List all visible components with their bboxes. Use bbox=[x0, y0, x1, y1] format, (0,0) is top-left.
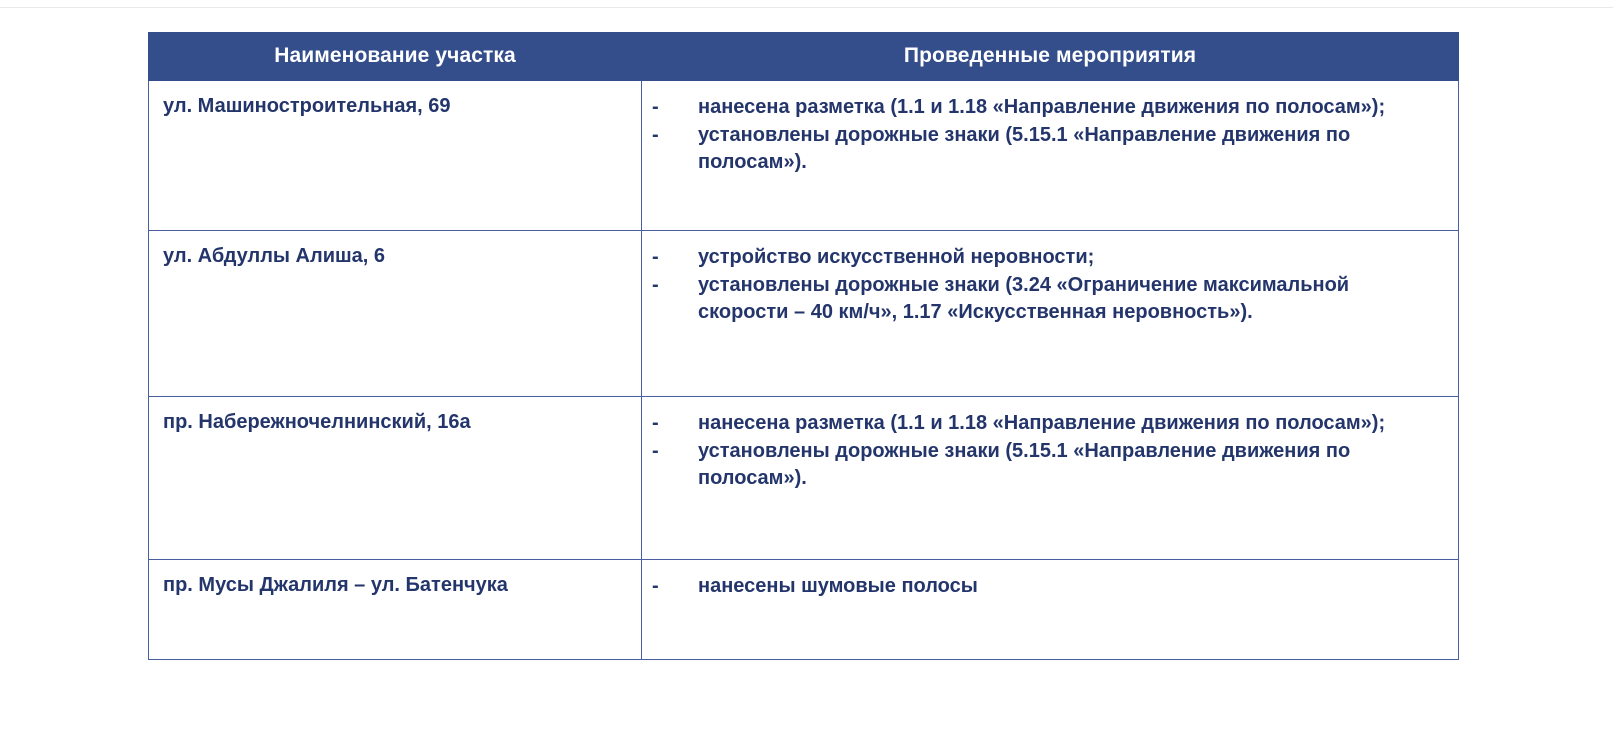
column-header-name: Наименование участка bbox=[149, 33, 642, 81]
bullet-dash-icon: - bbox=[652, 440, 659, 463]
bullet-dash-icon: - bbox=[652, 274, 659, 297]
site-name-text: пр. Набережночелнинский, 16а bbox=[163, 411, 471, 433]
actions-list bbox=[642, 231, 1458, 337]
bullet-dash-icon: - bbox=[652, 575, 659, 597]
bullet-dash-icon: - bbox=[652, 124, 659, 147]
cell-site-name bbox=[149, 81, 642, 231]
bullet-dash-icon: - bbox=[652, 96, 659, 118]
report-table bbox=[148, 32, 1459, 660]
bullet-dash-icon: - bbox=[652, 412, 659, 434]
action-text: установлены дорожные знаки (3.24 «Ограничение максимальной скорости – 40 км/ч», 1.17 «Искусственная неровность»). bbox=[698, 274, 1350, 323]
site-name-text: ул. Абдуллы Алиша, 6 bbox=[163, 245, 386, 267]
action-text: нанесена разметка (1.1 и 1.18 «Направление движения по полосам»); bbox=[698, 412, 1386, 434]
cell-site-name bbox=[149, 397, 642, 560]
slide-top-divider bbox=[0, 0, 1613, 8]
report-table-container bbox=[148, 32, 1458, 660]
action-text: нанесены шумовые полосы bbox=[698, 575, 978, 597]
table-body bbox=[149, 81, 1459, 660]
table-row bbox=[149, 397, 1459, 560]
action-text: устройство искусственной неровности; bbox=[698, 246, 1095, 268]
actions-list bbox=[642, 560, 1458, 611]
cell-site-name bbox=[149, 231, 642, 397]
action-text: нанесена разметка (1.1 и 1.18 «Направление движения по полосам»); bbox=[698, 96, 1386, 118]
actions-list bbox=[642, 81, 1458, 187]
site-name-text: ул. Машиностроительная, 69 bbox=[163, 95, 451, 117]
list-item bbox=[652, 244, 1444, 270]
bullet-dash-icon: - bbox=[652, 246, 659, 268]
list-item bbox=[652, 122, 1444, 175]
table-header-row bbox=[149, 33, 1459, 81]
cell-site-name bbox=[149, 560, 642, 660]
table-row bbox=[149, 560, 1459, 660]
table-header bbox=[149, 33, 1459, 81]
table-row bbox=[149, 81, 1459, 231]
list-item bbox=[652, 410, 1444, 436]
action-text: установлены дорожные знаки (5.15.1 «Направление движения по полосам»). bbox=[698, 124, 1351, 173]
site-name-text: пр. Мусы Джалиля – ул. Батенчука bbox=[163, 574, 508, 596]
list-item bbox=[652, 94, 1444, 120]
table-row bbox=[149, 231, 1459, 397]
cell-actions bbox=[642, 81, 1459, 231]
cell-actions bbox=[642, 397, 1459, 560]
actions-list bbox=[642, 397, 1458, 503]
list-item bbox=[652, 438, 1444, 491]
action-text: установлены дорожные знаки (5.15.1 «Направление движения по полосам»). bbox=[698, 440, 1351, 489]
cell-actions bbox=[642, 231, 1459, 397]
list-item bbox=[652, 272, 1444, 325]
list-item bbox=[652, 573, 1444, 599]
cell-actions bbox=[642, 560, 1459, 660]
column-header-actions: Проведенные мероприятия bbox=[642, 33, 1459, 81]
